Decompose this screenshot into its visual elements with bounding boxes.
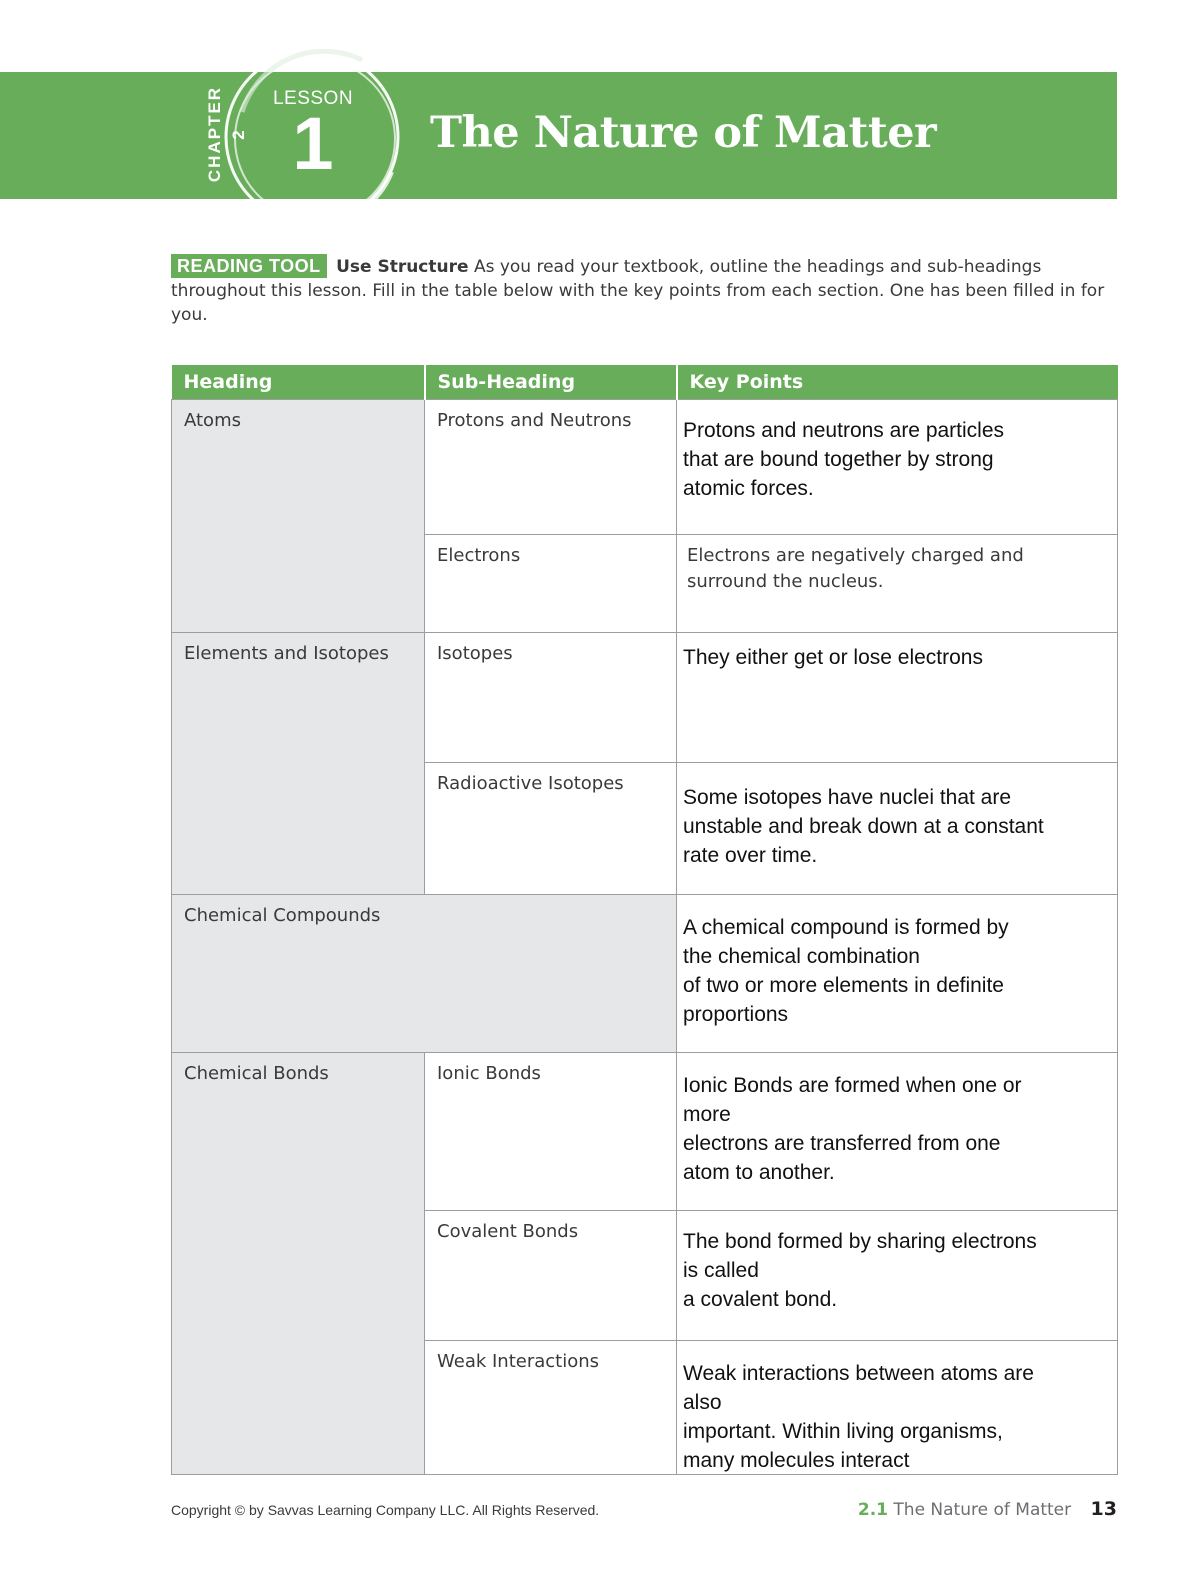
table-row — [172, 400, 1118, 535]
chapter-label: CHAPTER 2 — [205, 85, 248, 183]
subheading-text: Electrons — [437, 545, 521, 566]
subheading-cell — [425, 1053, 677, 1211]
heading-text: Chemical Bonds — [184, 1063, 329, 1084]
key-points-example-text: Electrons are negatively charged and surround the nucleus. — [687, 545, 1024, 592]
instructions-text: As you read your textbook, outline the headings and sub-headings throughout this lesson. Fill in the table below with the key points from each section. One has been filled in for you. — [171, 257, 1105, 325]
copyright-notice: Copyright © by Savvas Learning Company LLC. All Rights Reserved. — [171, 1502, 600, 1518]
heading-text: Chemical Compounds — [184, 905, 381, 926]
key-points-cell[interactable] — [677, 763, 1118, 895]
reading-tool-tag: READING TOOL — [171, 254, 327, 278]
subheading-text: Weak Interactions — [437, 1351, 600, 1372]
key-points-cell[interactable] — [677, 1341, 1118, 1475]
heading-text: Atoms — [184, 410, 241, 431]
key-points-text: Weak interactions between atoms are also important. Within living organisms, many molecules interact — [683, 1362, 1034, 1472]
key-points-text: Protons and neutrons are particles that are bound together by strong atomic forces. — [683, 419, 1005, 500]
heading-cell — [172, 1053, 425, 1475]
key-points-text: A chemical compound is formed by the chemical combination of two or more elements in definite proportions — [683, 916, 1009, 1026]
key-points-cell[interactable] — [677, 400, 1118, 535]
subheading-cell — [425, 535, 677, 633]
subheading-text: Protons and Neutrons — [437, 410, 632, 431]
heading-cell — [172, 895, 677, 1053]
subheading-cell — [425, 400, 677, 535]
subheading-text: Radioactive Isotopes — [437, 773, 624, 794]
subheading-cell — [425, 1341, 677, 1475]
subheading-cell — [425, 763, 677, 895]
key-points-cell[interactable] — [677, 895, 1118, 1053]
page-number: 13 — [1090, 1498, 1117, 1520]
subheading-text: Ionic Bonds — [437, 1063, 541, 1084]
column-header-subheading: Sub-Heading — [425, 365, 677, 400]
lesson-number: 1 — [292, 102, 334, 185]
reading-tool-paragraph — [171, 254, 1106, 327]
outline-table — [171, 365, 1118, 1475]
section-title: The Nature of Matter — [893, 1500, 1072, 1520]
heading-text: Elements and Isotopes — [184, 643, 389, 664]
subheading-cell — [425, 1211, 677, 1341]
heading-cell — [172, 400, 425, 633]
subheading-cell — [425, 633, 677, 763]
key-points-text: Some isotopes have nuclei that are unstable and break down at a constant rate over time. — [683, 786, 1044, 867]
key-points-text: The bond formed by sharing electrons is called a covalent bond. — [683, 1230, 1037, 1311]
key-points-cell[interactable] — [677, 633, 1118, 763]
column-header-heading: Heading — [172, 365, 425, 400]
table-row — [172, 1053, 1118, 1211]
heading-cell — [172, 633, 425, 895]
subheading-text: Covalent Bonds — [437, 1221, 579, 1242]
table-header-row — [172, 365, 1118, 400]
page-title: The Nature of Matter — [430, 108, 937, 158]
key-points-cell[interactable] — [677, 1053, 1118, 1211]
lesson-label: LESSON — [272, 88, 354, 109]
page-footer — [171, 1498, 1117, 1520]
strategy-label: Use Structure — [336, 257, 469, 277]
column-header-key-points: Key Points — [677, 365, 1118, 400]
section-number: 2.1 — [857, 1500, 888, 1520]
key-points-text: Ionic Bonds are formed when one or more electrons are transferred from one atom to another. — [683, 1074, 1022, 1184]
table-row — [172, 895, 1118, 1053]
page-reference — [858, 1498, 1117, 1520]
key-points-text: They either get or lose electrons — [683, 646, 983, 669]
table-row — [172, 633, 1118, 763]
subheading-text: Isotopes — [437, 643, 513, 664]
key-points-cell — [677, 535, 1118, 633]
key-points-cell[interactable] — [677, 1211, 1118, 1341]
